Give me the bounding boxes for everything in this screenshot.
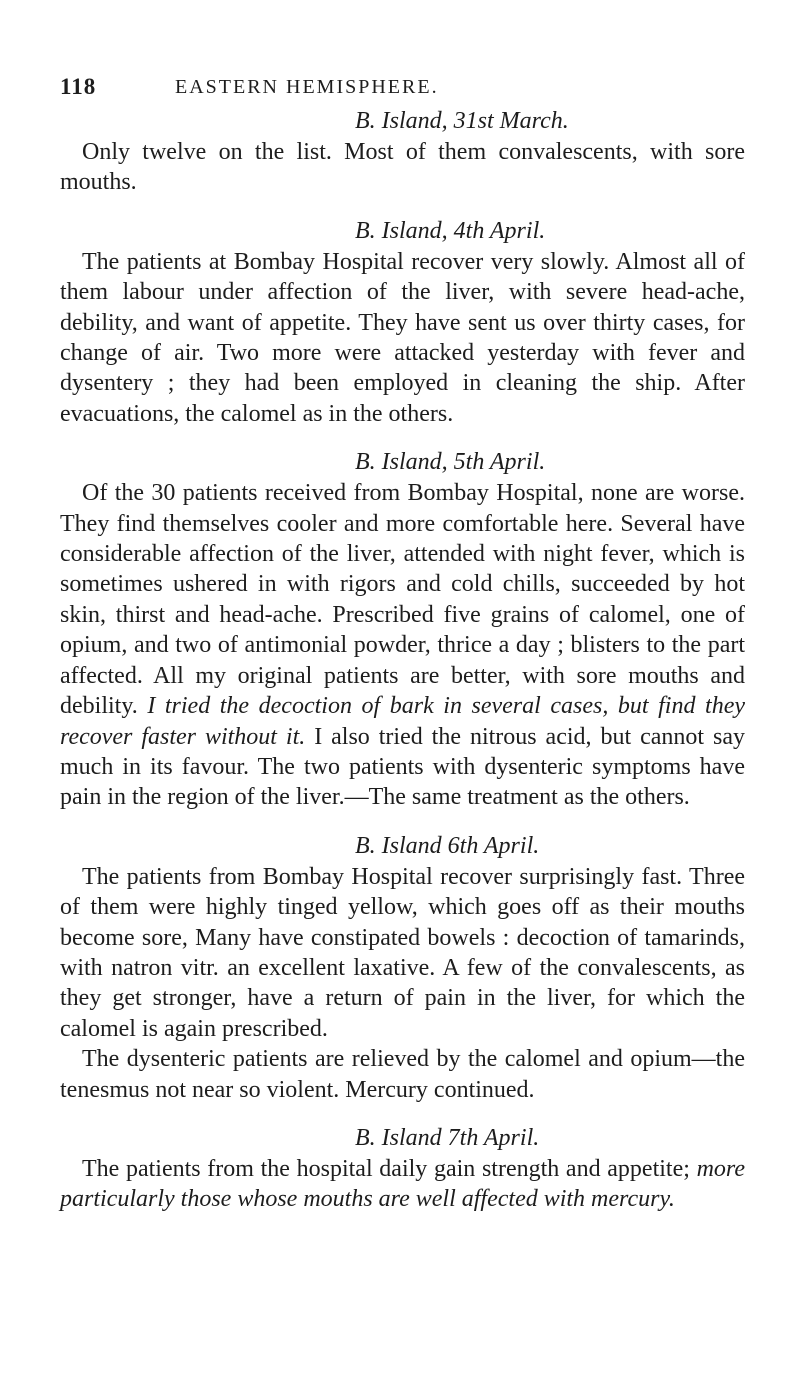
entry-heading: B. Island, 5th April.: [355, 449, 546, 476]
paragraph: Only twelve on the list. Most of them convalescents, with sore mouths.: [60, 139, 745, 196]
paragraph: [60, 1154, 745, 1215]
entry-heading: B. Island 6th April.: [355, 832, 540, 859]
body-text: [60, 106, 745, 1215]
paragraph: The dysenteric patients are relieved by the calomel and opium—the tenesmus not near so violent. Mercury continued.: [60, 1046, 745, 1103]
paragraph: The patients from Bombay Hospital recover surprisingly fast. Three of them were highly tinged yellow, which goes off as their mouths become sore, Many have constipated bowels : decoction of tamarinds, with natron vitr. an excellent laxative. A few of the convalescents, as they get stronger, have a return of pain in the liver, for which the calomel is again prescribed.: [60, 863, 745, 1042]
paragraph: [60, 478, 745, 812]
italic-passage: more particularly those whose mouths are well affected with mercury.: [60, 1155, 745, 1213]
paragraph-text: I also tried the nitrous acid, but cannot say much in its favour. The two patients with dysenteric symptoms have pain in the region of the liver.—The same treatment as the others.: [60, 723, 745, 811]
italic-passage: I tried the decoction of bark in several cases, but find they recover faster without it.: [60, 693, 745, 750]
paragraph-text: The patients from the hospital daily gain strength and appetite;: [82, 1155, 690, 1182]
paragraph-text: Of the 30 patients received from Bombay Hospital, none are worse. They find themselves cooler and more comfortable here. Several have considerable affection of the liver, attended with night fever, which is sometimes ushered in with rigors and cold chills, succeeded by hot skin, thirst and head-ache. Prescribed five grains of calomel, one of opium, and two of antimonial powder, thrice a day ; blisters to the part affected. All my original patients are better, with sore mouths and debility.: [60, 480, 745, 720]
entry-heading: B. Island, 4th April.: [355, 217, 546, 244]
entry-heading: B. Island, 31st March.: [355, 108, 569, 134]
running-title: EASTERN HEMISPHERE.: [175, 76, 439, 98]
paragraph: The patients at Bombay Hospital recover very slowly. Almost all of them labour under affection of the liver, with severe head-ache, debility, and want of appetite. They have sent us over thirty cases, for change of air. Two more were attacked yesterday with fever and dysentery ; they had been employed in cleaning the ship. After evacuations, the calomel as in the others.: [60, 248, 745, 427]
page-number: 118: [60, 74, 97, 99]
entry-heading: B. Island 7th April.: [355, 1124, 540, 1151]
running-head: [60, 74, 745, 104]
